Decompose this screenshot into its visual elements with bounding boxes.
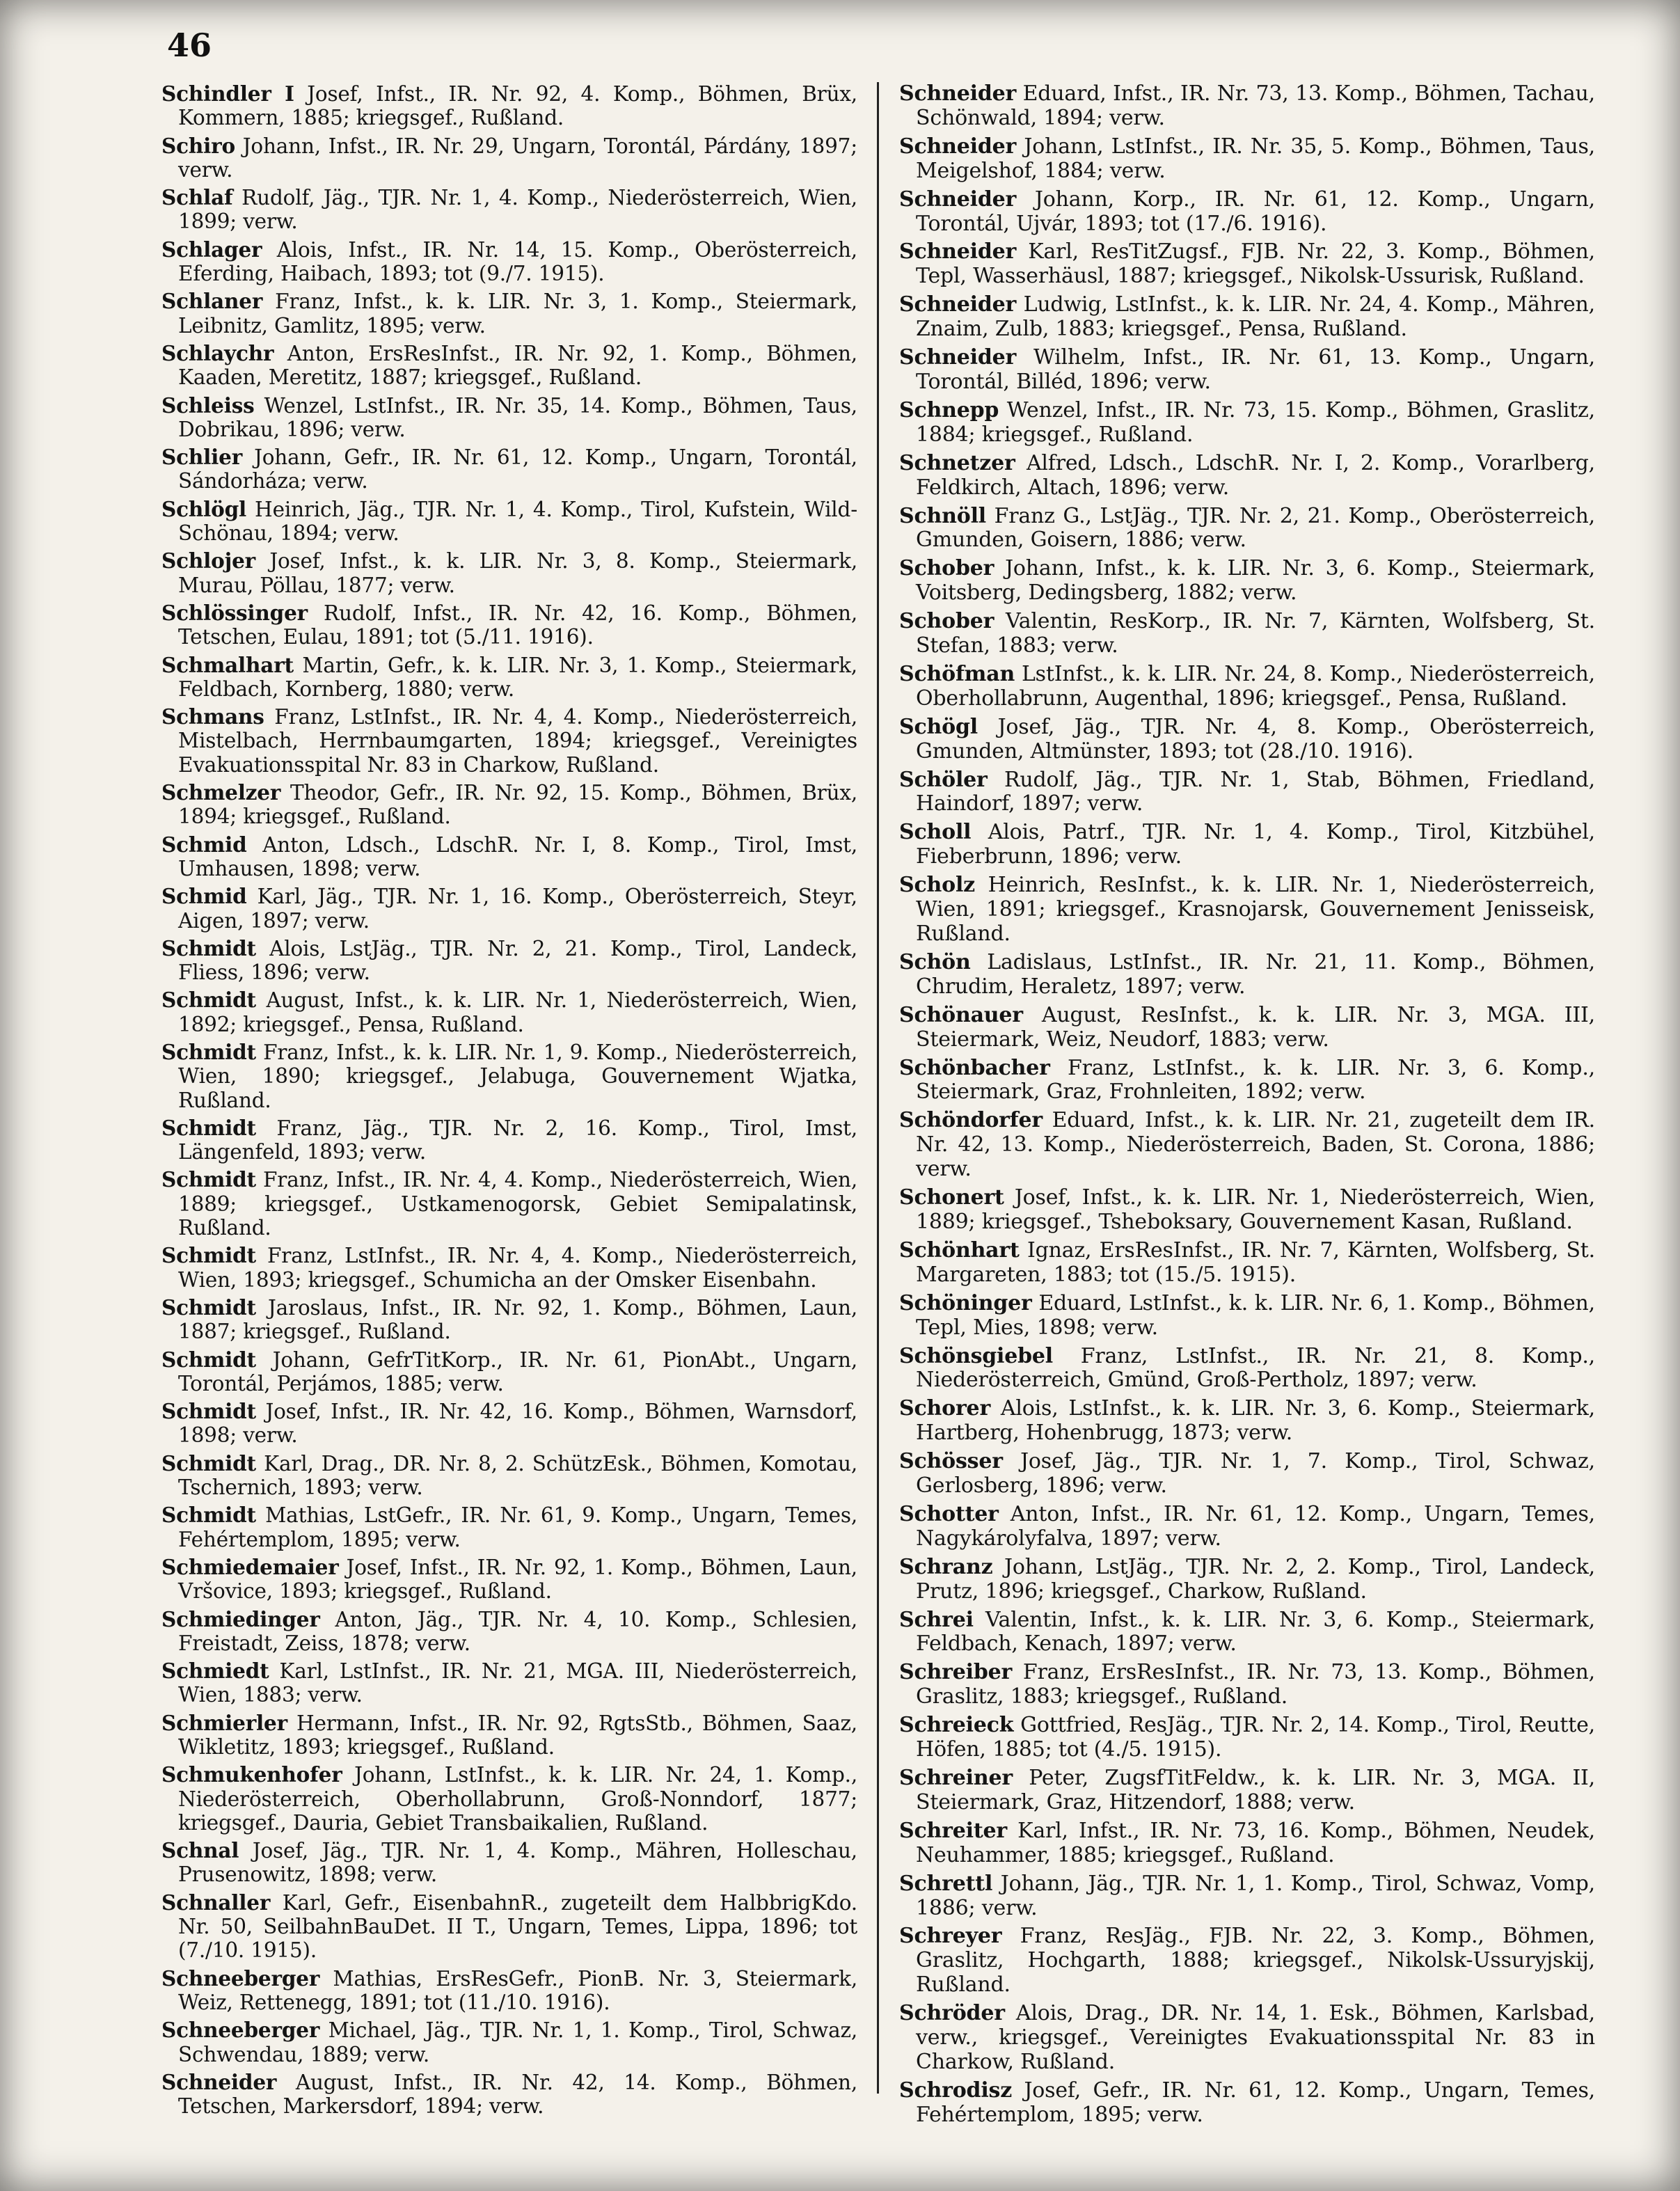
entry-details: Michael, Jäg., TJR. Nr. 1, 1. Komp., Tirol, Schwaz, Schwendau, 1889; verw.: [178, 2018, 857, 2066]
entry-details: Alois, Infst., IR. Nr. 14, 15. Komp., Oberösterreich, Eferding, Haibach, 1893; tot (9./7. 1915).: [178, 237, 857, 286]
entry-surname: Schnaller: [161, 1890, 271, 1915]
register-entry: [899, 1714, 1595, 1762]
entry-surname: Schlaner: [161, 289, 263, 314]
register-entry: [161, 1041, 857, 1112]
register-entry: [899, 873, 1595, 947]
register-entry: [899, 1819, 1595, 1868]
entry-surname: Schlaf: [161, 185, 233, 210]
entry-surname: Schmiedemaier: [161, 1554, 339, 1579]
register-entry: [161, 549, 857, 597]
entry-surname: Schober: [899, 609, 994, 634]
register-entry: [161, 1348, 857, 1396]
entry-details: Rudolf, Jäg., TJR. Nr. 1, Stab, Böhmen, Friedland, Haindorf, 1897; verw.: [916, 767, 1595, 816]
register-entry: [161, 186, 857, 234]
entry-surname: Schnepp: [899, 397, 999, 422]
entry-surname: Schmidt: [161, 1039, 256, 1064]
register-entry: [161, 988, 857, 1036]
register-entry: [899, 399, 1595, 448]
entry-surname: Schlössinger: [161, 600, 308, 625]
entry-surname: Scholl: [899, 820, 972, 845]
register-entry: [161, 1116, 857, 1164]
entry-details: Josef, Jäg., TJR. Nr. 4, 8. Komp., Oberösterreich, Gmunden, Altmünster, 1893; tot (28./10. 1916).: [916, 714, 1595, 764]
register-entry: [899, 1057, 1595, 1105]
register-entry: [899, 1004, 1595, 1052]
entry-details: Alois, LstInfst., k. k. LIR. Nr. 3, 6. Komp., Steiermark, Hartberg, Hohenbrugg, 1873; verw.: [916, 1396, 1595, 1446]
register-entry: [899, 452, 1595, 500]
entry-surname: Scholz: [899, 873, 975, 898]
entry-surname: Schnetzer: [899, 450, 1015, 475]
entry-surname: Schlögl: [161, 496, 247, 521]
register-entry: [899, 557, 1595, 606]
entry-surname: Schönbacher: [899, 1055, 1050, 1080]
entry-details: Heinrich, Jäg., TJR. Nr. 1, 4. Komp., Tirol, Kufstein, Wild-Schönau, 1894; verw.: [178, 497, 857, 546]
register-entry: [899, 1766, 1595, 1815]
entry-surname: Schöler: [899, 767, 988, 792]
entry-details: Franz, Infst., IR. Nr. 4, 4. Komp., Niederösterreich, Wien, 1889; kriegsgef., Ustkamenogorsk, Gebiet Semipalatinsk, Rußland.: [178, 1168, 857, 1240]
register-entry: [899, 2079, 1595, 2128]
register-entry: [899, 1109, 1595, 1182]
entry-details: Mathias, LstGefr., IR. Nr. 61, 9. Komp., Ungarn, Temes, Fehértemplom, 1895; verw.: [178, 1503, 857, 1551]
entry-surname: Schöfman: [899, 661, 1015, 686]
entry-surname: Schneider: [899, 81, 1017, 106]
register-entry: [899, 1450, 1595, 1498]
entry-details: Johann, Infst., k. k. LIR. Nr. 3, 6. Komp., Steiermark, Voitsberg, Dedingsberg, 1882; verw.: [916, 556, 1595, 606]
entry-surname: Schnöll: [899, 503, 986, 528]
entry-surname: Schorer: [899, 1396, 991, 1421]
register-entry: [899, 1397, 1595, 1446]
entry-details: Johann, Korp., IR. Nr. 61, 12. Komp., Ungarn, Torontál, Ujvár, 1893; tot (17./6. 1916).: [916, 187, 1595, 236]
entry-surname: Schmid: [161, 884, 247, 909]
register-entry: [899, 135, 1595, 184]
entry-surname: Schreiter: [899, 1818, 1007, 1843]
register-entry: [161, 134, 857, 182]
entry-surname: Schneider: [899, 345, 1017, 370]
entry-details: Johann, Gefr., IR. Nr. 61, 12. Komp., Ungarn, Torontál, Sándorháza; verw.: [178, 445, 857, 493]
register-entry: [899, 1556, 1595, 1604]
register-entry: [161, 2018, 857, 2066]
entry-surname: Schmelzer: [161, 780, 281, 805]
register-entry: [899, 505, 1595, 553]
entry-details: Alfred, Ldsch., LdschR. Nr. I, 2. Komp., Vorarlberg, Feldkirch, Altach, 1896; verw.: [916, 450, 1595, 500]
entry-surname: Schönsgiebel: [899, 1343, 1053, 1368]
entry-details: Franz, LstInfst., k. k. LIR. Nr. 3, 6. Komp., Steiermark, Graz, Frohnleiten, 1892; verw.: [916, 1055, 1595, 1105]
register-entry: [161, 342, 857, 390]
entry-surname: Schlager: [161, 237, 262, 262]
entry-surname: Schmidt: [161, 1295, 256, 1320]
entry-surname: Schmid: [161, 832, 247, 857]
entry-surname: Schonert: [899, 1185, 1004, 1210]
entry-surname: Schneider: [899, 187, 1017, 212]
entry-surname: Schmiedt: [161, 1659, 269, 1684]
entry-surname: Schnal: [161, 1838, 239, 1863]
register-entry: [161, 1168, 857, 1240]
register-entry: [899, 1608, 1595, 1657]
entry-details: Jaroslaus, Infst., IR. Nr. 92, 1. Komp., Böhmen, Laun, 1887; kriegsgef., Rußland.: [178, 1295, 857, 1344]
register-entry: [161, 833, 857, 881]
register-entry: [161, 394, 857, 442]
entry-surname: Schober: [899, 556, 994, 581]
register-entry: [899, 768, 1595, 817]
register-entry: [899, 610, 1595, 658]
register-entry: [899, 1345, 1595, 1393]
entry-details: August, ResInfst., k. k. LIR. Nr. 3, MGA. III, Steiermark, Weiz, Neudorf, 1883; verw.: [916, 1002, 1595, 1052]
register-entry: [161, 1763, 857, 1835]
register-entry: [899, 346, 1595, 395]
entry-details: Heinrich, ResInfst., k. k. LIR. Nr. 1, Niederösterreich, Wien, 1891; kriegsgef., Krasnojarsk, Gouvernement Jenisseisk, Rußland.: [916, 873, 1595, 946]
entry-details: Ignaz, ErsResInfst., IR. Nr. 7, Kärnten, Wolfsberg, St. Margareten, 1883; tot (15./5. 1915).: [916, 1237, 1595, 1287]
entry-details: Josef, Gefr., IR. Nr. 61, 12. Komp., Ungarn, Temes, Fehértemplom, 1895; verw.: [916, 2078, 1595, 2127]
entry-surname: Schröder: [899, 2001, 1005, 2026]
register-entry: [161, 1711, 857, 1759]
entry-surname: Schmiedinger: [161, 1606, 320, 1631]
entry-surname: Schneider: [899, 292, 1017, 317]
entry-surname: Schneeberger: [161, 1965, 320, 1991]
entry-surname: Schmans: [161, 704, 264, 729]
entry-surname: Schlaychr: [161, 340, 274, 365]
entry-details: Franz, Jäg., TJR. Nr. 2, 16. Komp., Tirol, Imst, Längenfeld, 1893; verw.: [178, 1116, 857, 1164]
entry-surname: Schmidt: [161, 935, 256, 960]
entry-details: Eduard, LstInfst., k. k. LIR. Nr. 6, 1. Komp., Böhmen, Tepl, Mies, 1898; verw.: [916, 1290, 1595, 1340]
page-number: 46: [167, 26, 212, 64]
register-entry: [161, 238, 857, 286]
entry-details: Anton, Infst., IR. Nr. 61, 12. Komp., Ungarn, Temes, Nagykárolyfalva, 1897; verw.: [916, 1501, 1595, 1551]
entry-details: Peter, ZugsfTitFeldw., k. k. LIR. Nr. 3, MGA. II, Steiermark, Graz, Hitzendorf, 1888; verw.: [916, 1766, 1595, 1814]
entry-details: Rudolf, Jäg., TJR. Nr. 1, 4. Komp., Niederösterreich, Wien, 1899; verw.: [178, 186, 857, 234]
entry-details: Eduard, Infst., k. k. LIR. Nr. 21, zugeteilt dem IR. Nr. 42, 13. Komp., Niederösterreich, Baden, St. Corona, 1886; verw.: [916, 1108, 1595, 1182]
register-entry: [899, 821, 1595, 869]
entry-surname: Schneeberger: [161, 2018, 320, 2043]
entry-surname: Schmidt: [161, 1399, 256, 1424]
entry-details: August, Infst., IR. Nr. 42, 14. Komp., Böhmen, Tetschen, Markersdorf, 1894; verw.: [178, 2070, 857, 2119]
entry-details: Theodor, Gefr., IR. Nr. 92, 15. Komp., Böhmen, Brüx, 1894; kriegsgef., Rußland.: [178, 781, 857, 829]
entry-surname: Schneider: [161, 2069, 277, 2094]
entry-details: Franz, LstInfst., IR. Nr. 4, 4. Komp., Niederösterreich, Mistelbach, Herrnbaumgarten, 1894; kriegsgef., Vereinigtes Evakuationsspital Nr. 83 in Charkow, Rußland.: [178, 705, 857, 777]
entry-details: Franz, ErsResInfst., IR. Nr. 73, 13. Komp., Böhmen, Graslitz, 1883; kriegsgef., Rußland.: [916, 1660, 1595, 1709]
entry-details: Karl, LstInfst., IR. Nr. 21, MGA. III, Niederösterreich, Wien, 1883; verw.: [178, 1659, 857, 1707]
entry-surname: Schönhart: [899, 1237, 1020, 1263]
register-entry: [899, 1924, 1595, 1998]
register-entry: [899, 1872, 1595, 1921]
entry-details: Franz, ResJäg., FJB. Nr. 22, 3. Komp., Böhmen, Graslitz, Hochgarth, 1888; kriegsgef., Nikolsk-Ussuryjskij, Rußland.: [916, 1924, 1595, 1998]
entry-details: Eduard, Infst., IR. Nr. 73, 13. Komp., Böhmen, Tachau, Schönwald, 1894; verw.: [916, 81, 1595, 130]
entry-surname: Schmidt: [161, 1115, 256, 1140]
register-entry: [899, 663, 1595, 711]
register-entry: [161, 1839, 857, 1887]
register-entry: [899, 1239, 1595, 1288]
entry-surname: Schön: [899, 949, 971, 974]
entry-details: Johann, LstJäg., TJR. Nr. 2, 2. Komp., Tirol, Landeck, Prutz, 1896; kriegsgef., Charkow, Rußland.: [916, 1554, 1595, 1604]
entry-details: Anton, ErsResInfst., IR. Nr. 92, 1. Komp., Böhmen, Kaaden, Meretitz, 1887; kriegsgef., Rußland.: [178, 341, 857, 390]
entry-details: August, Infst., k. k. LIR. Nr. 1, Niederösterreich, Wien, 1892; kriegsgef., Pensa, Rußland.: [178, 988, 857, 1036]
entry-details: Franz, LstInfst., IR. Nr. 4, 4. Komp., Niederösterreich, Wien, 1893; kriegsgef., Schumicha an der Omsker Eisenbahn.: [178, 1244, 857, 1292]
entry-details: Johann, LstInfst., k. k. LIR. Nr. 24, 1. Komp., Niederösterreich, Oberhollabrunn, Groß-Nonndorf, 1877; kriegsgef., Dauria, Gebiet Transbaikalien, Rußland.: [178, 1763, 857, 1835]
entry-surname: Schögl: [899, 714, 978, 739]
register-entry: [161, 705, 857, 777]
entry-surname: Schreiber: [899, 1660, 1013, 1685]
register-entry: [161, 1244, 857, 1292]
register-entry: [161, 654, 857, 702]
entry-details: Alois, LstJäg., TJR. Nr. 2, 21. Komp., Tirol, Landeck, Fliess, 1896; verw.: [178, 936, 857, 985]
entry-surname: Schranz: [899, 1554, 993, 1579]
entry-details: Hermann, Infst., IR. Nr. 92, RgtsStb., Böhmen, Saaz, Wikletitz, 1893; kriegsgef., Rußland.: [178, 1711, 857, 1759]
register-entry: [161, 885, 857, 933]
entry-details: Josef, Infst., IR. Nr. 92, 1. Komp., Böhmen, Laun, Vršovice, 1893; kriegsgef., Rußland.: [178, 1555, 857, 1604]
entry-details: Wilhelm, Infst., IR. Nr. 61, 13. Komp., Ungarn, Torontál, Billéd, 1896; verw.: [916, 345, 1596, 394]
entry-details: Anton, Jäg., TJR. Nr. 4, 10. Komp., Schlesien, Freistadt, Zeiss, 1878; verw.: [178, 1607, 857, 1655]
register-entry: [899, 293, 1595, 342]
register-entry: [161, 1967, 857, 2015]
register-entry: [161, 1400, 857, 1448]
register-entry: [161, 1296, 857, 1344]
entry-details: Josef, Infst., k. k. LIR. Nr. 3, 8. Komp., Steiermark, Murau, Pöllau, 1877; verw.: [178, 549, 857, 597]
register-entry: [899, 1503, 1595, 1551]
entry-surname: Schmalhart: [161, 652, 294, 677]
entry-surname: Schreiner: [899, 1766, 1013, 1790]
right-column: [899, 82, 1595, 2132]
entry-details: Karl, ResTitZugsf., FJB. Nr. 22, 3. Komp., Böhmen, Tepl, Wasserhäusl, 1887; kriegsgef., Nikolsk-Ussurisk, Rußland.: [916, 239, 1595, 289]
entry-details: Valentin, Infst., k. k. LIR. Nr. 3, 6. Komp., Steiermark, Feldbach, Kenach, 1897; verw.: [916, 1607, 1595, 1656]
entry-details: Karl, Drag., DR. Nr. 8, 2. SchützEsk., Böhmen, Komotau, Tschernich, 1893; verw.: [178, 1451, 857, 1500]
register-entry: [161, 1503, 857, 1551]
entry-details: Alois, Patrf., TJR. Nr. 1, 4. Komp., Tirol, Kitzbühel, Fieberbrunn, 1896; verw.: [916, 820, 1595, 869]
register-entry: [161, 290, 857, 338]
entry-surname: Schreyer: [899, 1924, 1002, 1949]
entry-surname: Schönauer: [899, 1002, 1023, 1027]
left-column: [161, 82, 857, 2122]
entry-details: Karl, Jäg., TJR. Nr. 1, 16. Komp., Oberösterreich, Steyr, Aigen, 1897; verw.: [178, 885, 857, 933]
register-entry: [899, 1186, 1595, 1235]
register-entry: [899, 1292, 1595, 1340]
register-entry: [161, 781, 857, 829]
register-entry: [161, 1891, 857, 1963]
register-entry: [899, 188, 1595, 237]
entry-surname: Schlier: [161, 445, 243, 470]
entry-details: Wenzel, Infst., IR. Nr. 73, 15. Komp., Böhmen, Graslitz, 1884; kriegsgef., Rußland.: [916, 397, 1595, 447]
entry-details: Rudolf, Infst., IR. Nr. 42, 16. Komp., Böhmen, Tetschen, Eulau, 1891; tot (5./11. 1916).: [178, 601, 857, 649]
entry-details: Alois, Drag., DR. Nr. 14, 1. Esk., Böhmen, Karlsbad, verw., kriegsgef., Vereinigtes Evakuationsspital Nr. 83 in Charkow, Rußland.: [916, 2001, 1595, 2074]
register-entry: [161, 1659, 857, 1707]
entry-details: Franz, LstInfst., IR. Nr. 21, 8. Komp., Niederösterreich, Gmünd, Groß-Pertholz, 1897; verw.: [916, 1343, 1595, 1393]
entry-details: Mathias, ErsResGefr., PionB. Nr. 3, Steiermark, Weiz, Rettenegg, 1891; tot (11./10. 1916).: [178, 1966, 857, 2014]
register-entry: [161, 1608, 857, 1656]
entry-surname: Schrei: [899, 1607, 974, 1632]
entry-surname: Schrettl: [899, 1871, 993, 1896]
entry-surname: Schleiss: [161, 393, 255, 418]
register-entry: [161, 937, 857, 985]
entry-surname: Schrodisz: [899, 2078, 1013, 2103]
register-entry: [161, 1452, 857, 1500]
entry-surname: Schneider: [899, 239, 1017, 264]
entry-details: Johann, Infst., IR. Nr. 29, Ungarn, Torontál, Párdány, 1897; verw.: [178, 134, 857, 182]
register-entry: [899, 715, 1595, 764]
register-entry: [161, 82, 857, 130]
entry-surname: Schiro: [161, 133, 235, 158]
entry-surname: Schmidt: [161, 1243, 256, 1268]
entry-surname: Schösser: [899, 1449, 1003, 1474]
entry-details: Josef, Infst., k. k. LIR. Nr. 1, Niederösterreich, Wien, 1889; kriegsgef., Tsheboksary, Gouvernement Kasan, Rußland.: [916, 1185, 1595, 1234]
register-entry: [899, 240, 1595, 289]
entry-details: Franz, Infst., k. k. LIR. Nr. 1, 9. Komp., Niederösterreich, Wien, 1890; kriegsgef., Jelabuga, Gouvernement Wjatka, Rußland.: [178, 1040, 857, 1112]
register-entry: [161, 601, 857, 649]
entry-details: Anton, Ldsch., LdschR. Nr. I, 8. Komp., Tirol, Imst, Umhausen, 1898; verw.: [178, 832, 857, 880]
entry-surname: Schreieck: [899, 1713, 1014, 1738]
entry-details: Ladislaus, LstInfst., IR. Nr. 21, 11. Komp., Böhmen, Chrudim, Heraletz, 1897; verw.: [916, 949, 1595, 999]
entry-details: Ludwig, LstInfst., k. k. LIR. Nr. 24, 4. Komp., Mähren, Znaim, Zulb, 1883; kriegsgef., Pensa, Rußland.: [916, 292, 1596, 342]
entry-details: Martin, Gefr., k. k. LIR. Nr. 3, 1. Komp., Steiermark, Feldbach, Kornberg, 1880; verw.: [178, 653, 857, 701]
register-entry: [899, 82, 1595, 131]
entry-surname: Schlojer: [161, 548, 255, 574]
entry-surname: Schöninger: [899, 1290, 1032, 1315]
entry-surname: Schmierler: [161, 1710, 287, 1735]
entry-surname: Schotter: [899, 1501, 999, 1526]
entry-surname: Schmukenhofer: [161, 1762, 342, 1787]
register-entry: [161, 1556, 857, 1604]
entry-details: Josef, Infst., IR. Nr. 92, 4. Komp., Böhmen, Brüx, Kommern, 1885; kriegsgef., Rußland.: [178, 82, 857, 130]
register-entry: [161, 2071, 857, 2119]
entry-surname: Schöndorfer: [899, 1108, 1043, 1133]
column-divider: [877, 82, 879, 2094]
register-entry: [161, 498, 857, 546]
entry-surname: Schneider: [899, 134, 1017, 159]
entry-details: Karl, Infst., IR. Nr. 73, 16. Komp., Böhmen, Neudek, Neuhammer, 1885; kriegsgef., Rußland.: [916, 1818, 1596, 1867]
entry-details: Valentin, ResKorp., IR. Nr. 7, Kärnten, Wolfsberg, St. Stefan, 1883; verw.: [916, 609, 1595, 658]
entry-details: Wenzel, LstInfst., IR. Nr. 35, 14. Komp., Böhmen, Taus, Dobrikau, 1896; verw.: [178, 393, 857, 441]
entry-surname: Schmidt: [161, 1450, 256, 1476]
register-entry: [899, 951, 1595, 999]
entry-surname: Schmidt: [161, 1503, 256, 1528]
entry-details: Karl, Gefr., EisenbahnR., zugeteilt dem HalbbrigKdo. Nr. 50, SeilbahnBauDet. II T., Ungarn, Temes, Lippa, 1896; tot (7./10. 1915).: [178, 1890, 857, 1963]
entry-surname: Schmidt: [161, 1347, 256, 1372]
register-entry: [899, 2002, 1595, 2075]
entry-details: LstInfst., k. k. LIR. Nr. 24, 8. Komp., Niederösterreich, Oberhollabrunn, Augenthal, 1896; kriegsgef., Pensa, Rußland.: [916, 661, 1595, 711]
entry-details: Johann, Jäg., TJR. Nr. 1, 1. Komp., Tirol, Schwaz, Vomp, 1886; verw.: [916, 1871, 1595, 1920]
entry-surname: Schmidt: [161, 988, 256, 1013]
register-entry: [899, 1661, 1595, 1709]
entry-details: Josef, Jäg., TJR. Nr. 1, 7. Komp., Tirol, Schwaz, Gerlosberg, 1896; verw.: [916, 1449, 1595, 1498]
entry-details: Josef, Infst., IR. Nr. 42, 16. Komp., Böhmen, Warnsdorf, 1898; verw.: [178, 1400, 857, 1448]
entry-surname: Schindler I: [161, 81, 294, 106]
entry-details: Franz G., LstJäg., TJR. Nr. 2, 21. Komp., Oberösterreich, Gmunden, Goisern, 1886; verw.: [916, 503, 1595, 553]
register-entry: [161, 445, 857, 493]
entry-details: Gottfried, ResJäg., TJR. Nr. 2, 14. Komp., Tirol, Reutte, Höfen, 1885; tot (4./5. 1915).: [916, 1713, 1596, 1762]
entry-details: Johann, LstInfst., IR. Nr. 35, 5. Komp., Böhmen, Taus, Meigelshof, 1884; verw.: [916, 134, 1595, 183]
entry-details: Josef, Jäg., TJR. Nr. 1, 4. Komp., Mähren, Holleschau, Prusenowitz, 1898; verw.: [178, 1839, 857, 1887]
entry-details: Franz, Infst., k. k. LIR. Nr. 3, 1. Komp., Steiermark, Leibnitz, Gamlitz, 1895; verw.: [178, 290, 857, 338]
entry-surname: Schmidt: [161, 1167, 256, 1192]
entry-details: Johann, GefrTitKorp., IR. Nr. 61, PionAbt., Ungarn, Torontál, Perjámos, 1885; verw.: [178, 1347, 857, 1395]
